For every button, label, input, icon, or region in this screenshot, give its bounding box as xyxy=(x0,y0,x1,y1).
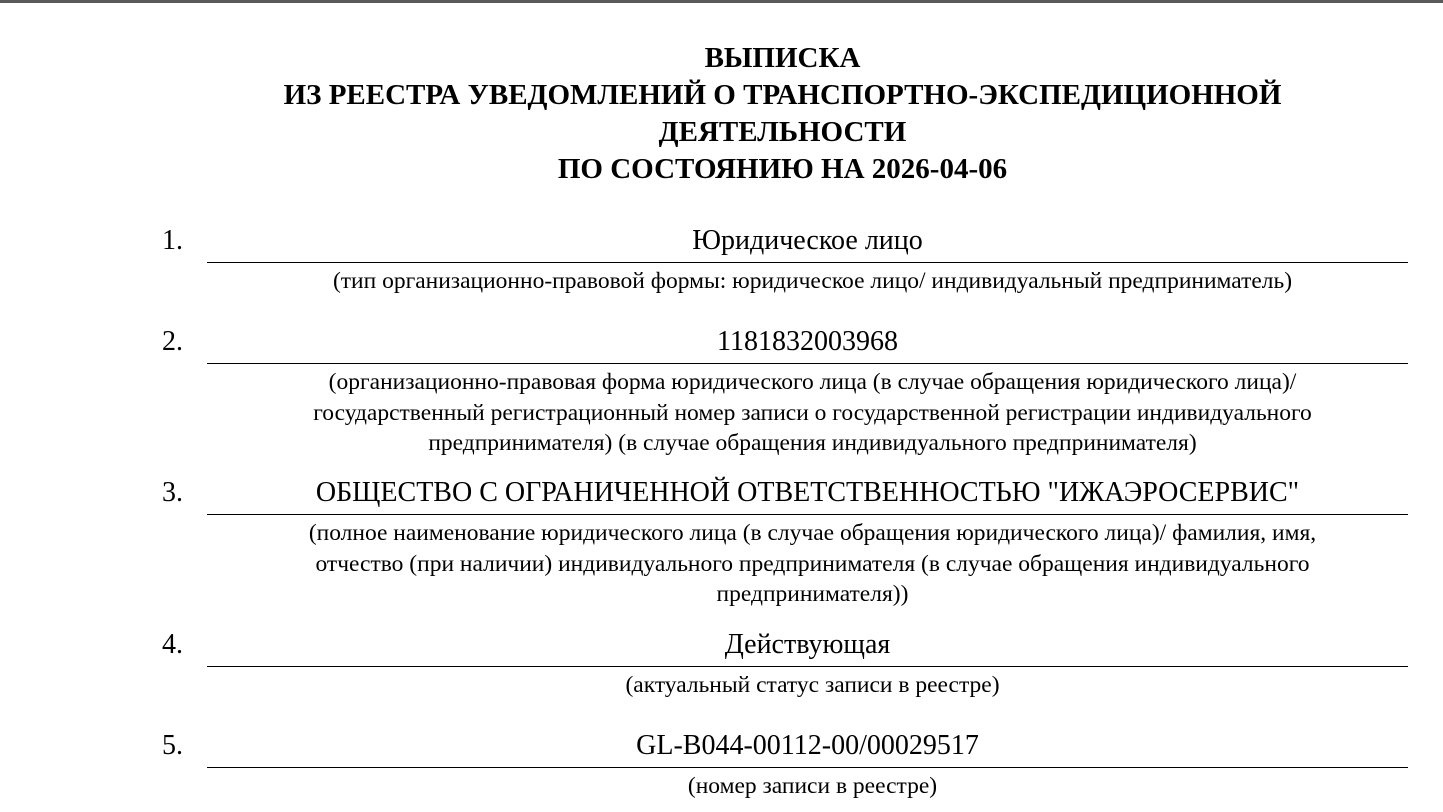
item-number: 1. xyxy=(162,225,183,256)
document-title xyxy=(0,40,1443,188)
item-number: 3. xyxy=(162,477,183,508)
item-value: ОБЩЕСТВО С ОГРАНИЧЕННОЙ ОТВЕТСТВЕННОСТЬЮ "ИЖАЭРОСЕРВИС" xyxy=(315,477,1300,508)
item-caption: (актуальный статус записи в реестре) xyxy=(625,672,1000,698)
item-value: 1181832003968 xyxy=(717,326,898,357)
item-caption xyxy=(207,518,1418,610)
item-caption: (тип организационно-правовой формы: юридическое лицо/ индивидуальный предприниматель) xyxy=(332,268,1293,294)
title-line-1: ВЫПИСКА xyxy=(704,42,861,74)
item-underline xyxy=(207,767,1408,768)
item-value: Юридическое лицо xyxy=(692,225,923,256)
item-underline xyxy=(207,363,1408,364)
item-underline xyxy=(207,666,1408,667)
caption-line: отчество (при наличии) индивидуального предпринимателя (в случае обращения индивидуального xyxy=(315,550,1310,577)
title-line-2: ИЗ РЕЕСТРА УВЕДОМЛЕНИЙ О ТРАНСПОРТНО-ЭКСПЕДИЦИОННОЙ xyxy=(283,79,1282,111)
item-value: Действующая xyxy=(724,629,891,660)
caption-line: предпринимателя) (в случае обращения индивидуального предпринимателя) xyxy=(428,430,1197,456)
caption-line: государственный регистрационный номер записи о государственной регистрации индивидуального xyxy=(313,399,1312,426)
caption-line: предпринимателя)) xyxy=(716,581,909,607)
title-line-4: ПО СОСТОЯНИЮ НА 2026-04-06 xyxy=(557,153,1008,185)
item-number: 2. xyxy=(162,326,183,357)
item-number: 4. xyxy=(162,629,183,660)
item-value: GL-B044-00112-00/00029517 xyxy=(636,730,979,761)
item-caption xyxy=(207,367,1418,459)
item-number: 5. xyxy=(162,730,183,761)
caption-line: (полное наименование юридического лица (в случае обращения юридического лица)/ фамилия, имя, xyxy=(308,520,1317,546)
top-border xyxy=(0,0,1443,3)
caption-line: (организационно-правовая форма юридического лица (в случае обращения юридического лица)/ xyxy=(328,369,1297,395)
title-line-3: ДЕЯТЕЛЬНОСТИ xyxy=(658,116,907,148)
item-underline xyxy=(207,514,1408,515)
item-underline xyxy=(207,262,1408,263)
item-caption: (номер записи в реестре) xyxy=(687,773,938,799)
